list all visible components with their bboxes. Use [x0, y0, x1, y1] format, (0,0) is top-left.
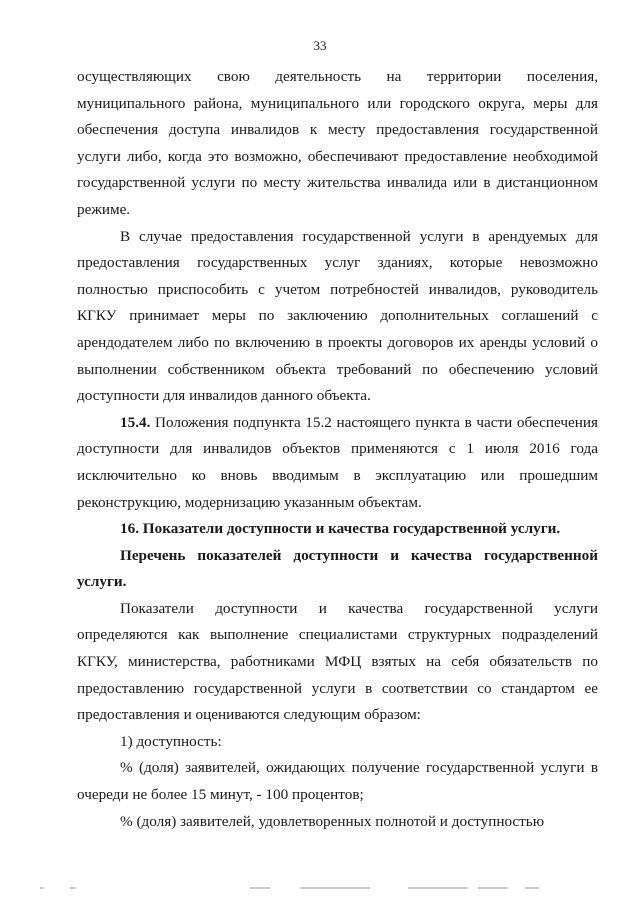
clause-number: 15.4. [120, 413, 151, 431]
clause-15-4-text: Положения подпункта 15.2 настоящего пункта в части обеспечения доступности для инвалидов объектов применяются с 1 июля 2016 года исключительно ко вновь вводимым в эксплуатацию или прошедшим реконструкцию, модернизацию указанным объектам. [77, 413, 598, 511]
paragraph-indicators-definition: Показатели доступности и качества государственной услуги определяются как выполнение специалистами структурных подразделений КГКУ, министерства, работниками МФЦ взятых на себя обязательств по предоставлению государственной услуги в соответствии со стандартом ее предоставления и оцениваются следующим образом: [77, 599, 598, 724]
page-body [77, 64, 598, 835]
paragraph-continuation: осуществляющих свою деятельность на территории поселения, муниципального района, муниципального или городского округа, меры для обеспечения доступа инвалидов к месту предоставления государственной услуги либо, когда это возможно, обеспечивают предоставление необходимой государственной услуги по месту жительства инвалида или в дистанционном режиме. [77, 68, 598, 218]
list-item-satisfaction: % (доля) заявителей, удовлетворенных полнотой и доступностью [120, 812, 545, 830]
paragraph-clause-15-4 [77, 410, 598, 516]
list-item-accessibility: 1) доступность: [120, 732, 222, 750]
scan-artifacts [0, 884, 640, 894]
section-subheading-16: Перечень показателей доступности и качества государственной услуги. [77, 546, 598, 591]
list-item-queue-wait: % (доля) заявителей, ожидающих получение государственной услуги в очереди не более 15 минут, - 100 процентов; [77, 759, 598, 804]
page-number: 33 [313, 38, 327, 53]
paragraph-rented-buildings: В случае предоставления государственной услуги в арендуемых для предоставления государственных услуг зданиях, которые невозможно полностью приспособить с учетом потребностей инвалидов, руководитель КГКУ принимает меры по заключению дополнительных соглашений с арендодателем либо по включению в проекты договоров их аренды условий о выполнении собственником объекта требований по обеспечению условий доступности для инвалидов данного объекта. [77, 227, 598, 405]
section-heading-16: 16. Показатели доступности и качества государственной услуги. [120, 520, 561, 538]
